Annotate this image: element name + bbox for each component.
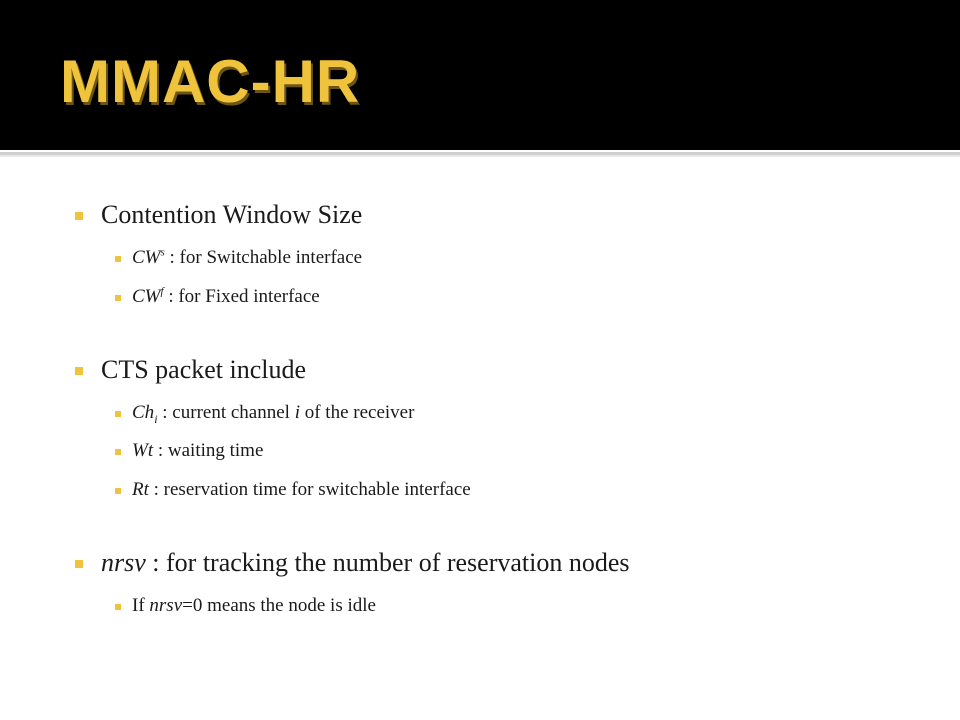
square-bullet-icon: [115, 488, 121, 494]
square-bullet-icon: [75, 560, 83, 568]
slide-title: MMAC-HR: [60, 48, 361, 115]
title-divider-shadow: [0, 155, 960, 157]
bullet-text: CTS packet include: [101, 355, 307, 384]
square-bullet-icon: [115, 411, 121, 417]
bullet-text: $Ch_i$ : current channel i of the receiver: [132, 402, 415, 426]
bullet-text: If nrsv=0 means the node is idle: [132, 595, 376, 616]
bullet-text: Wt : waiting time: [132, 440, 264, 461]
square-bullet-icon: [75, 367, 83, 375]
bullet-nrsv: [75, 548, 630, 578]
bullet-text: $CW^s$ : for Switchable interface: [132, 246, 363, 268]
bullet-cts-packet: [75, 355, 306, 385]
bullet-contention-window: [75, 200, 362, 230]
subbullet-waiting-time: [115, 440, 263, 462]
square-bullet-icon: [75, 212, 83, 220]
square-bullet-icon: [115, 256, 121, 262]
bullet-text: nrsv : for tracking the number of reservation nodes: [101, 548, 630, 577]
subbullet-nrsv-idle: [115, 595, 376, 617]
subbullet-reservation-time: [115, 479, 471, 501]
bullet-text: Rt : reservation time for switchable interface: [132, 479, 471, 500]
square-bullet-icon: [115, 449, 121, 455]
subbullet-cw-fixed: [115, 286, 320, 308]
square-bullet-icon: [115, 604, 121, 610]
bullet-text: Contention Window Size: [101, 200, 363, 229]
subbullet-cw-switchable: [115, 247, 362, 269]
bullet-text: $CW^f$ : for Fixed interface: [132, 285, 320, 307]
subbullet-current-channel: [115, 402, 414, 424]
square-bullet-icon: [115, 295, 121, 301]
